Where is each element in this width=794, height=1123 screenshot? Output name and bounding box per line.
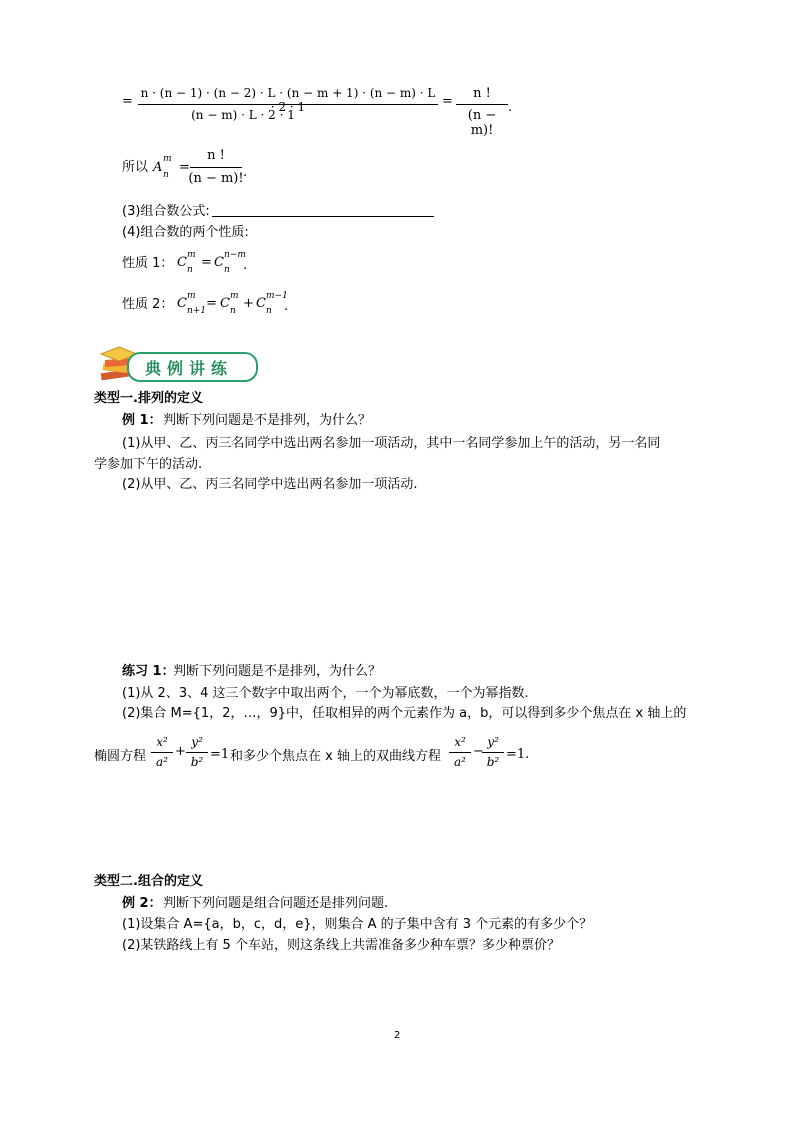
section-banner (97, 347, 257, 383)
property-1-label: 性质 1： (122, 256, 174, 271)
equals-sign: = (206, 296, 217, 311)
hyperbola-fraction-bar-1 (449, 752, 471, 753)
hyperbola-x-numerator: x² (454, 735, 466, 749)
ellipse-prefix: 椭圆方程 (94, 749, 147, 764)
example-2-part-2: (2)某铁路线上有 5 个车站，则这条线上共需准备多少种车票？多少种票价？ (122, 938, 560, 953)
A-superscript: m (163, 154, 172, 164)
so-numerator: n ! (207, 148, 225, 163)
ellipse-y-numerator: y² (191, 735, 203, 749)
type-1-heading: 类型一.排列的定义 (94, 391, 203, 406)
C-superscript-2: n−m (224, 250, 246, 260)
A-subscript: n (163, 170, 169, 180)
exercise-1-label: 练习 1： (122, 664, 175, 679)
page-number: 2 (394, 1030, 401, 1041)
C-superscript-2: m (230, 291, 239, 301)
hyperbola-fraction-bar-2 (482, 752, 504, 753)
ellipse-fraction-bar-1 (151, 752, 173, 753)
banner-title: 典例讲练 (145, 359, 234, 378)
period: . (284, 299, 289, 314)
hyperbola-a-denominator: a² (454, 755, 466, 769)
fill-in-blank (212, 216, 434, 217)
period: . (243, 165, 248, 180)
item-4-label: (4)组合数的两个性质: (122, 225, 249, 240)
rhs-fraction-bar (456, 104, 508, 105)
rhs-denominator: (n − m)! (467, 108, 497, 138)
equals-one-period: =1. (506, 747, 530, 762)
hyperbola-b-denominator: b² (486, 755, 500, 769)
C-subscript: n (187, 265, 193, 275)
period: . (243, 258, 248, 273)
exercise-1-question: 判断下列问题是不是排列，为什么？ (173, 664, 382, 679)
C-symbol: C (177, 296, 187, 311)
equals-sign: = (179, 160, 190, 175)
C-symbol-2: C (214, 255, 224, 270)
example-1-label: 例 1： (122, 413, 162, 428)
equals-sign: = (122, 94, 133, 109)
so-denominator: (n − m)! (188, 171, 244, 186)
C-symbol: C (177, 255, 187, 270)
item-3-label: (3)组合数公式: (122, 204, 210, 219)
hyperbola-y-numerator: y² (487, 735, 499, 749)
ellipse-fraction-bar-2 (186, 752, 208, 753)
so-fraction-bar (190, 167, 242, 168)
ellipse-b-denominator: b² (190, 755, 204, 769)
so-prefix: 所以 (122, 160, 149, 175)
C-subscript: n+1 (187, 306, 207, 316)
type-2-heading: 类型二.组合的定义 (94, 874, 203, 889)
fraction-numerator: n · (n − 1) · (n − 2) · L · (n − m + 1) · (n − m) · L · 2 · 1 (140, 86, 436, 114)
equals-one: =1 (210, 747, 230, 762)
ellipse-a-denominator: a² (156, 755, 168, 769)
example-2-part-1: (1)设集合 A={a，b，c，d，e}，则集合 A 的子集中含有 3 个元素的有多少个？ (122, 917, 593, 932)
C-symbol-2: C (220, 296, 230, 311)
C-superscript-3: m−1 (266, 291, 288, 301)
C-subscript-2: n (230, 306, 236, 316)
C-symbol-3: C (256, 296, 266, 311)
example-2-question: 判断下列问题是组合问题还是排列问题. (163, 896, 389, 911)
example-1-question: 判断下列问题是不是排列，为什么？ (163, 413, 372, 428)
example-1-part-1-line-1: (1)从甲、乙、丙三名同学中选出两名参加一项活动，其中一名同学参加上午的活动，另一名同 (122, 436, 661, 451)
A-symbol: A (153, 160, 163, 175)
equals-sign: = (201, 255, 212, 270)
fraction-denominator: (n − m) · L · 2 · 1 (191, 108, 295, 122)
fraction-bar (138, 104, 438, 105)
plus-sign: + (175, 744, 186, 759)
ellipse-x-numerator: x² (156, 735, 168, 749)
exercise-1-part-1: (1)从 2、3、4 这三个数字中取出两个，一个为幂底数，一个为幂指数. (122, 686, 529, 701)
equals-sign-2: = (442, 94, 453, 109)
ellipse-middle-text: 和多少个焦点在 x 轴上的双曲线方程 (230, 749, 441, 764)
minus-sign: − (473, 744, 484, 759)
property-2-label: 性质 2： (122, 297, 174, 312)
plus-sign: + (243, 296, 254, 311)
rhs-numerator: n ! (473, 86, 491, 101)
C-subscript-2: n (224, 265, 230, 275)
period: . (508, 100, 513, 115)
exercise-1-part-2-line-1: (2)集合 M={1，2，…，9}中，任取相异的两个元素作为 a，b，可以得到多少个焦点在 x 轴上的 (122, 706, 687, 721)
C-superscript: m (187, 250, 196, 260)
example-2-label: 例 2： (122, 896, 162, 911)
C-superscript: m (187, 291, 196, 301)
example-1-part-2: (2)从甲、乙、丙三名同学中选出两名参加一项活动. (122, 477, 418, 492)
C-subscript-3: n (266, 306, 272, 316)
example-1-part-1-line-2: 学参加下午的活动. (94, 457, 203, 472)
